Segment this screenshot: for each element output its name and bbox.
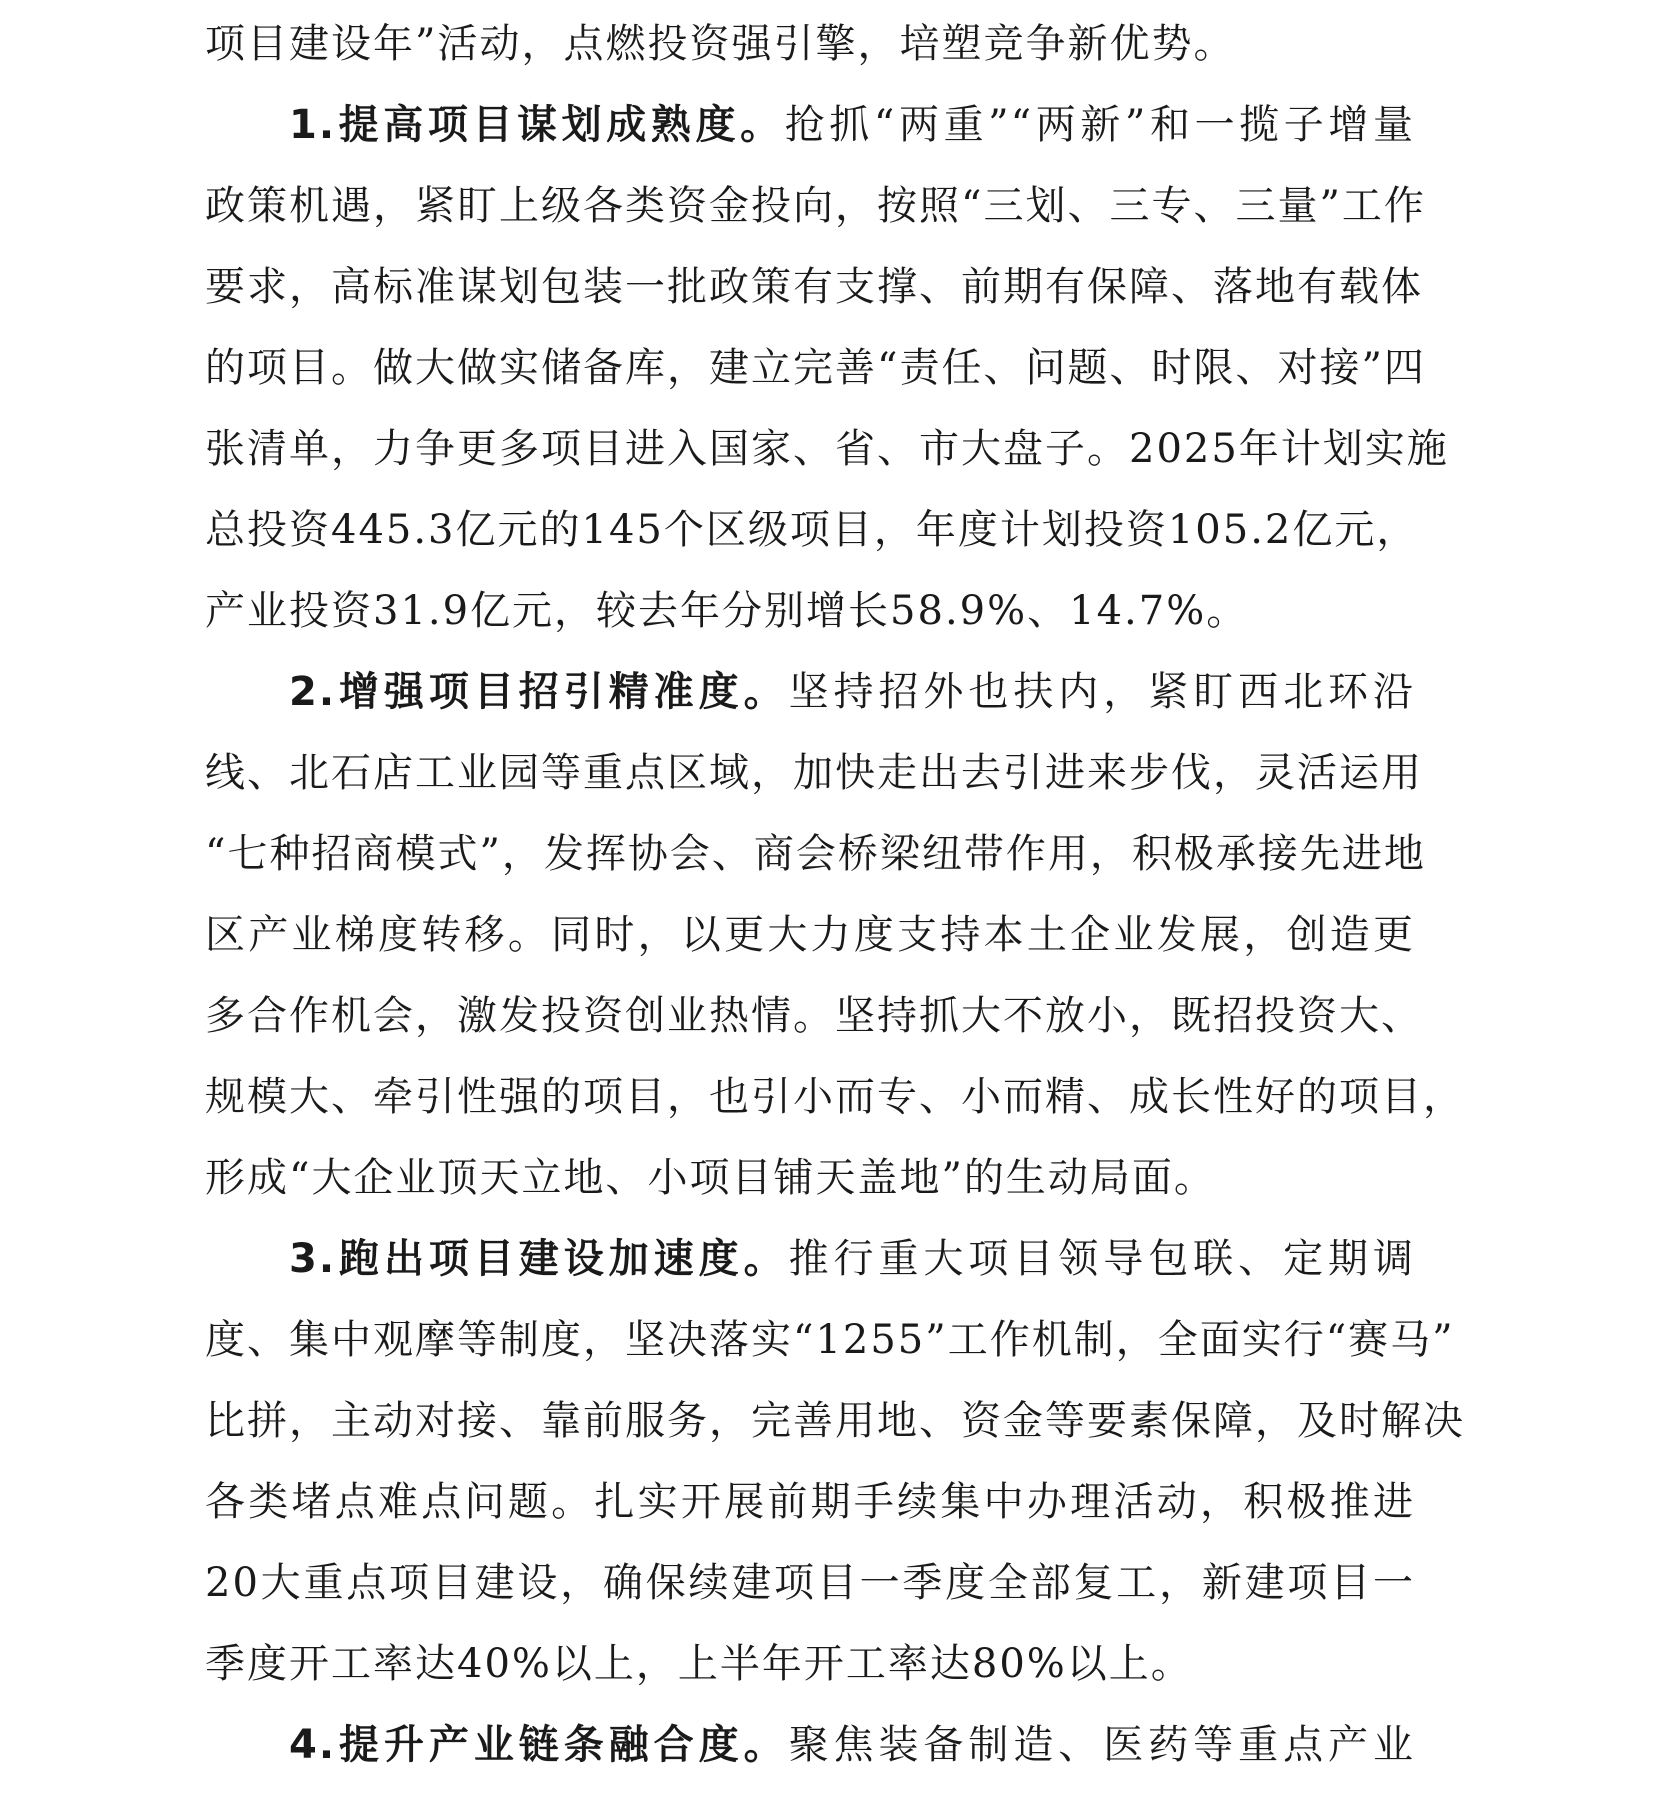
- paragraph-line: 规模大、牵引性强的项目，也引小而专、小而精、成长性好的项目，: [205, 1074, 1465, 1120]
- paragraph-line: 的项目。做大做实储备库，建立完善“责任、问题、时限、对接”四: [205, 345, 1426, 391]
- paragraph-line: 季度开工率达40%以上，上半年开工率达80%以上。: [205, 1641, 1193, 1687]
- paragraph-line: [205, 652, 1415, 733]
- paragraph-line: 多合作机会，激发投资创业热情。坚持抓大不放小，既招投资大、: [205, 993, 1423, 1039]
- paragraph-line: 产业投资31.9亿元，较去年分别增长58.9%、14.7%。: [205, 588, 1249, 634]
- paragraph-line: [205, 1219, 1415, 1300]
- document-page: [205, 0, 1465, 1786]
- paragraph-line: [205, 85, 1415, 166]
- paragraph-1: [205, 85, 1449, 652]
- paragraph-4: [205, 1705, 1415, 1786]
- paragraph-text: 抢抓“两重”“两新”和一揽子增量: [784, 102, 1415, 148]
- paragraph-line: 政策机遇，紧盯上级各类资金投向，按照“三划、三专、三量”工作: [205, 183, 1426, 229]
- paragraph-line: 20大重点项目建设，确保续建项目一季度全部复工，新建项目一: [205, 1560, 1415, 1606]
- paragraph-heading: 3.跑出项目建设加速度。: [289, 1236, 789, 1282]
- intro-tail-line: 项目建设年”活动，点燃投资强引擎，培塑竞争新优势。: [205, 21, 1236, 67]
- paragraph-line: 总投资445.3亿元的145个区级项目，年度计划投资105.2亿元，: [205, 507, 1419, 553]
- paragraph-heading: 1.提高项目谋划成熟度。: [289, 102, 785, 148]
- paragraph-line: 度、集中观摩等制度，坚决落实“1255”工作机制，全面实行“赛马”: [205, 1317, 1455, 1363]
- paragraph-text: 聚焦装备制造、医药等重点产业: [788, 1722, 1416, 1768]
- paragraph-line: 要求，高标准谋划包装一批政策有支撑、前期有保障、落地有载体: [205, 264, 1423, 310]
- paragraph-heading: 2.增强项目招引精准度。: [289, 669, 789, 715]
- paragraph-line: 区产业梯度转移。同时，以更大力度支持本土企业发展，创造更: [205, 912, 1415, 958]
- paragraph-2: [205, 652, 1465, 1219]
- paragraph-line: “七种招商模式”，发挥协会、商会桥梁纽带作用，积极承接先进地: [205, 831, 1426, 877]
- paragraph-line: 各类堵点难点问题。扎实开展前期手续集中办理活动，积极推进: [205, 1479, 1415, 1525]
- paragraph-line: 张清单，力争更多项目进入国家、省、市大盘子。2025年计划实施: [205, 426, 1449, 472]
- paragraph-line: 线、北石店工业园等重点区域，加快走出去引进来步伐，灵活运用: [205, 750, 1423, 796]
- paragraph-text: 推行重大项目领导包联、定期调: [788, 1236, 1416, 1282]
- paragraph-line: 形成“大企业顶天立地、小项目铺天盖地”的生动局面。: [205, 1155, 1216, 1201]
- paragraph-text: 坚持招外也扶内，紧盯西北环沿: [788, 669, 1416, 715]
- paragraph-3: [205, 1219, 1465, 1705]
- paragraph-heading: 4.提升产业链条融合度。: [289, 1722, 789, 1768]
- paragraph-line: 比拼，主动对接、靠前服务，完善用地、资金等要素保障，及时解决: [205, 1398, 1465, 1444]
- paragraph-line: [205, 1705, 1415, 1786]
